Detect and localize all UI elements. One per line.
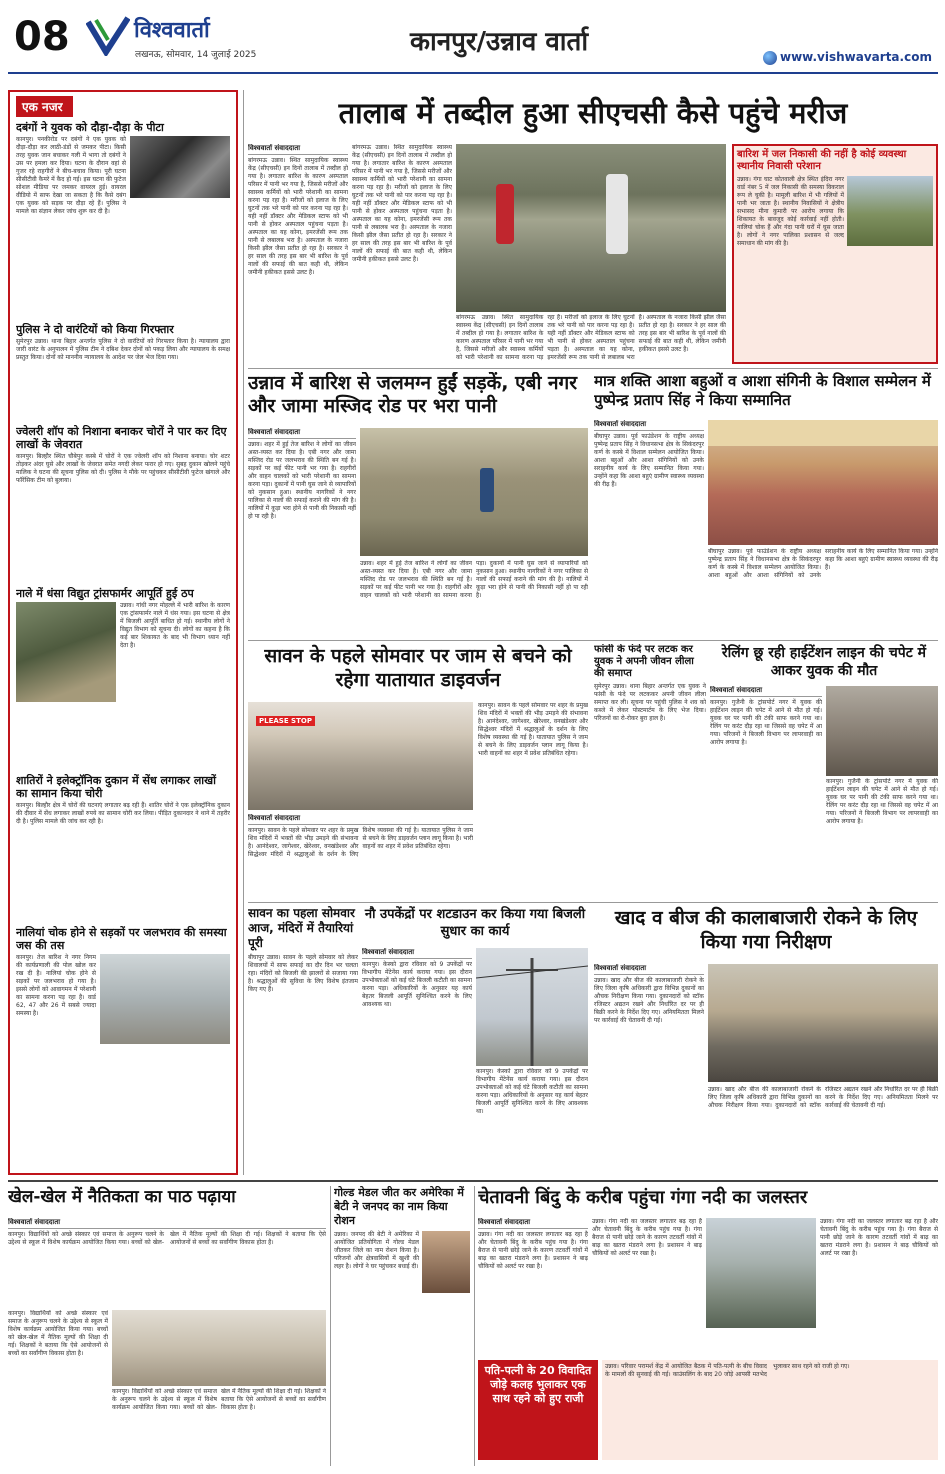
story9-photo (708, 964, 938, 1082)
left-item-3-body: कानपुर। बिल्हौर स्थित चौबेपुर कस्बे में चोरों ने एक ज्वेलरी शॉप को निशाना बनाया। चोर शटर तोड़कर अंदर घुसे और लाखों के जेवरात समेत नगदी लेकर फरार हो गए। सुबह दुकान खोलने पहुंचे मालिक ने घटना की सूचना पुलिस को दी। पुलिस ने मौके पर पहुंचकर सीसीटीवी फुटेज खंगाले और फॉरेंसिक टीम को बुलाया। (16, 453, 230, 484)
story4-photo-sign: PLEASE STOP (256, 716, 315, 726)
lead-headline: तालाब में तब्दील हुआ सीएचसी कैसे पहुंचे मरीज (338, 96, 848, 130)
story9-body-col2: उन्नाव। खाद और बीज की कालाबाजारी रोकने के लिए जिला कृषि अधिकारी द्वारा विभिन्न दुकानों का औचक निरीक्षण किया गया। दुकानदारों को स्टॉक रजिस्टर अद्यतन रखने और निर्धारित दर पर ही बिक्री करने के निर्देश दिए गए। अनियमितता मिलने पर कार्रवाई की चेतावनी दी गई। (708, 1086, 938, 1109)
left-item-1-headline: दबंगों ने युवक को दौड़ा-दौड़ा के पीटा (16, 121, 164, 134)
lead-box-body: उन्नाव। गंगा घाट कोतवाली क्षेत्र स्थित इंदिरा नगर वार्ड नंबर 5 में जल निकासी की समस्या विकराल रूप ले चुकी है। मामूली बारिश में भी गलियों में पानी भर जाता है। स्थानीय निवासियों ने क्षेत्रीय सभासद मीना कुमारी पर आरोप लगाया कि शिकायत के बावजूद कोई कार्रवाई नहीं होती। नालियां चोक हैं और गंदा पानी घरों में घुस जाता है। लोगों ने नगर पालिका प्रशासन से जल्द समाधान की मांग की है। (737, 176, 844, 247)
story12-col1 (478, 1218, 588, 1358)
story-ethics (8, 1186, 326, 1466)
story5-headline: रेलिंग छू रही हाईटेंशन लाइन की चपेट में आकर युवक की मौत (721, 645, 927, 679)
story10-photo (112, 1310, 326, 1386)
left-item-4-headline: नाले में धंसा विद्युत ट्रांसफार्मर आपूर्ति हुई ठप (16, 587, 194, 600)
story4-col-bottom (248, 814, 473, 899)
story12-col3 (820, 1218, 938, 1358)
story-traffic-diversion (248, 644, 588, 899)
story8-col1 (362, 948, 472, 1176)
story8-col2 (476, 1068, 588, 1176)
lead-box-photo (847, 176, 933, 246)
story3-headline: मात्र शक्ति आशा बहुओं व आशा संगिनी के विशाल सम्मेलन में पुष्पेन्द्र प्रताप सिंह ने किया सम्मानित (594, 372, 931, 409)
masthead-rule (8, 72, 938, 74)
rule-3 (248, 902, 938, 903)
story3-col2 (708, 548, 938, 637)
story11-photo (422, 1231, 470, 1293)
left-item-3-headline: ज्वेलरी शॉप को निशाना बनाकर चोरों ने पार कर दिए लाखों के जेवरात (16, 425, 227, 451)
left-item-5 (16, 774, 230, 924)
story12-photo (706, 1218, 816, 1328)
story2-body-col2: उन्नाव। शहर में हुई तेज बारिश ने लोगों का जीवन अस्त-व्यस्त कर दिया है। एबी नगर और जामा मस्जिद रोड पर जलभराव की स्थिति बन गई है। सड़कों पर कई फीट पानी भर गया है। राहगीरों और वाहन चालकों को भारी परेशानी का सामना करना पड़ा। दुकानों में पानी घुस जाने से व्यापारियों को नुकसान हुआ। स्थानीय नागरिकों ने नगर पालिका से नालों की सफाई कराने की मांग की है। नालियों में कूड़ा भरा होने से पानी की निकासी नहीं हो पा रही है। (360, 560, 588, 599)
story6-body: सुमेरपुर उन्नाव। थाना बिहार अन्तर्गत एक युवक ने फांसी के फंदे पर लटककर अपनी जीवन लीला समाप्त कर ली। सूचना पर पहुंची पुलिस ने शव को कब्जे में लेकर पोस्टमार्टम के लिए भेज दिया। परिजनों का रो-रोकर बुरा हाल है। (594, 683, 706, 722)
left-item-6-headline: नालियां चोक होने से सड़कों पर जलभराव की समस्या जस की तस (16, 926, 227, 952)
story8-photo (476, 948, 588, 1066)
lead-story (248, 90, 938, 365)
story4-byline: विश्ववार्ता संवाददाता (248, 814, 473, 825)
lead-photo-figure (496, 184, 514, 244)
story12-col2 (592, 1218, 702, 1358)
story10-body-top: कानपुर। विद्यार्थियों को अच्छे संस्कार एवं समाज के अनुरूप चलने के उद्देश्य से स्कूल में विशेष कार्यक्रम आयोजित किया गया। बच्चों को खेल-खेल में नैतिक मूल्यों की शिक्षा दी गई। शिक्षकों ने बताया कि ऐसे आयोजनों से बच्चों का सर्वांगीण विकास होता है। (8, 1231, 326, 1246)
story-couples-box (478, 1360, 598, 1460)
story13-body-wrap (602, 1360, 938, 1460)
story12-headline: चेतावनी बिंदु के करीब पहुंचा गंगा नदी का जलस्तर (478, 1187, 808, 1208)
masthead (0, 0, 945, 86)
story2-byline: विश्ववार्ता संवाददाता (248, 428, 356, 439)
lead-sidebar-box (732, 144, 938, 364)
left-item-2-headline: पुलिस ने दो वारंटियों को किया गिरफ्तार (16, 323, 174, 336)
rule-1 (248, 368, 938, 369)
lead-col1 (248, 144, 348, 364)
section-title: कानपुर/उन्नाव वार्ता (410, 27, 589, 57)
dateline: लखनऊ, सोमवार, 14 जुलाई 2025 (135, 50, 257, 60)
lead-photo-figure-2 (606, 174, 628, 254)
story5-byline: विश्ववार्ता संवाददाता (710, 686, 822, 697)
story3-body-col1: बीघापुर उन्नाव। पूर्व फाउंडेशन के राष्ट्रीय अध्यक्ष पुष्पेन्द्र प्रताप सिंह ने विधानसभा क्षेत्र के सिकंदरपुर कर्ण के कस्बे में विशाल सम्मेलन आयोजित किया। आशा बहुओं और आशा संगिनियों को उनके सराहनीय कार्य के लिए सम्मानित किया गया। उन्होंने कहा कि आशा बहुएं ग्रामीण स्वास्थ्य व्यवस्था की रीढ़ हैं। (594, 433, 704, 488)
story10-col1 (8, 1218, 326, 1308)
story4-body-bottom: कानपुर। सावन के पहले सोमवार पर शहर के प्रमुख शिव मंदिरों में भक्तों की भीड़ उमड़ने की संभावना है। आनंदेश्वर, जागेश्वर, खेरेश्वर, वनखंडेश्वर और सिद्धेश्वर मंदिरों में श्रद्धालुओं के दर्शन के लिए विशेष व्यवस्था की गई है। यातायात पुलिस ने जाम से बचने के लिए डाइवर्जन प्लान लागू किया है। भारी वाहनों का शहर में प्रवेश प्रतिबंधित रहेगा। (248, 827, 473, 858)
story3-photo (708, 420, 938, 545)
story5-body-col2: कानपुर। गुजैनी के ट्रांसपोर्ट नगर में युवक की हाईटेंशन लाइन की चपेट में आने से मौत हो गई। युवक घर पर पानी की टंकी साफ करने गया था। रेलिंग पर करंट दौड़ रहा था जिससे वह चपेट में आ गया। परिजनों ने बिजली विभाग पर लापरवाही का आरोप लगाया है। (826, 778, 938, 825)
left-item-4-body: उन्नाव। गांधी नगर मोहल्ले में भारी बारिश के कारण एक ट्रांसफार्मर नाले में धंस गया। इस घटना से क्षेत्र में बिजली आपूर्ति बाधित हो गई। स्थानीय लोगों ने विद्युत विभाग को सूचना दी। लोगों का कहना है कि कई बार शिकायत के बाद भी विभाग ध्यान नहीं देता है। (120, 602, 230, 649)
lead-box-headline: बारिश में जल निकासी की नहीं है कोई व्यवस्था स्थानीय निवासी परेशान (737, 149, 907, 172)
power-pole-icon (476, 948, 588, 1066)
lead-body-col1: बांगरमऊ उन्नाव। स्थित सामुदायिक स्वास्थ्य केंद्र (सीएचसी) इन दिनों तालाब में तब्दील हो गया है। लगातार बारिश के कारण अस्पताल परिसर में पानी भर गया है, जिससे मरीजों और स्वास्थ्य कर्मियों को भारी परेशानी का सामना करना पड़ रहा है। मरीजों को इलाज के लिए घुटनों तक भरे पानी को पार करना पड़ रहा है। यही नहीं डॉक्टर और मेडिकल स्टाफ को भी पानी से होकर अस्पताल पहुंचना पड़ता है। अस्पताल का यह कोना, इमरजेंसी रूम तक पानी से लबालब भरा है। अस्पताल के नजारा किसी झील जैसा प्रतीत हो रहा है। सरकार ने हर साल की तरह इस बार भी बारिश के पूर्व नालों की सफाई की बात कही थी, लेकिन जमीनी हकीकत इससे उलट है। (248, 157, 348, 276)
paper-name: विश्ववार्ता (134, 18, 210, 43)
story10-body-bottom: कानपुर। विद्यार्थियों को अच्छे संस्कार एवं समाज के अनुरूप चलने के उद्देश्य से स्कूल में विशेष कार्यक्रम आयोजित किया गया। बच्चों को खेल-खेल में नैतिक मूल्यों की शिक्षा दी गई। शिक्षकों ने बताया कि ऐसे आयोजनों से बच्चों का सर्वांगीण विकास होता है। (112, 1388, 326, 1411)
story8-headline: नौ उपकेंद्रों पर शटडाउन कर किया गया बिजली सुधार का कार्य (364, 907, 586, 939)
globe-icon (763, 51, 777, 65)
story5-col1 (710, 686, 822, 899)
rule-2 (248, 640, 938, 641)
story5-photo (826, 686, 938, 776)
story4-col-right (478, 702, 588, 899)
lead-photo (456, 144, 726, 312)
left-column (8, 90, 238, 1175)
left-item-5-headline: शातिरों ने इलेक्ट्रॉनिक दुकान में सेंध लगाकर लाखों का सामान किया चोरी (16, 774, 216, 800)
website-link[interactable]: www.vishwavarta.com (780, 50, 932, 64)
left-item-1-photo (130, 136, 230, 198)
story2-photo (360, 428, 588, 556)
story10-col3 (112, 1388, 326, 1466)
left-column-tag: एक नजर (16, 96, 73, 117)
story9-byline: विश्ववार्ता संवाददाता (594, 964, 704, 975)
story13-body: उन्नाव। परिवार परामर्श केंद्र में आयोजित बैठक में पति-पत्नी के बीच विवाद के मामलों की सुनवाई की गई। काउंसलिंग के बाद 20 जोड़े आपसी मतभेद भुलाकर साथ रहने को राजी हो गए। (605, 1363, 850, 1378)
story5-col2 (826, 778, 938, 899)
lead-body-col3: बांगरमऊ उन्नाव। स्थित सामुदायिक स्वास्थ्य केंद्र (सीएचसी) इन दिनों तालाब में तब्दील हो गया है। लगातार बारिश के कारण अस्पताल परिसर में पानी भर गया है, जिससे मरीजों और स्वास्थ्य कर्मियों को भारी परेशानी का सामना करना पड़ रहा है। मरीजों को इलाज के लिए घुटनों तक भरे पानी को पार करना पड़ रहा है। यही नहीं डॉक्टर और मेडिकल स्टाफ को भी पानी से होकर अस्पताल पहुंचना पड़ता है। अस्पताल का यह कोना, इमरजेंसी रूम तक पानी से लबालब भरा है। अस्पताल के नजारा किसी झील जैसा प्रतीत हो रहा है। सरकार ने हर साल की तरह इस बार भी बारिश के पूर्व नालों की सफाई की बात कही थी, लेकिन जमीनी हकीकत इससे उलट है। (456, 314, 726, 361)
story3-photo-banner (708, 420, 938, 446)
story-gold-medal (334, 1186, 470, 1466)
left-item-2-body: सुमेरपुर उन्नाव। थाना बिहार अन्तर्गत पुलिस ने दो वारंटियों को गिरफ्तार किया है। न्यायालय द्वारा जारी वारंट के अनुपालन में पुलिस टीम ने दबिश देकर दोनों को पकड़ लिया और न्यायालय के समक्ष प्रस्तुत किया। दोनों को माननीय न्यायालय के आदेश पर जेल भेज दिया गया। (16, 338, 230, 361)
story3-body-col2: बीघापुर उन्नाव। पूर्व फाउंडेशन के राष्ट्रीय अध्यक्ष पुष्पेन्द्र प्रताप सिंह ने विधानसभा क्षेत्र के सिकंदरपुर कर्ण के कस्बे में विशाल सम्मेलन आयोजित किया। आशा बहुओं और आशा संगिनियों को उनके सराहनीय कार्य के लिए सम्मानित किया गया। उन्होंने कहा कि आशा बहुएं ग्रामीण स्वास्थ्य व्यवस्था की रीढ़ हैं। (708, 548, 938, 579)
story-shutdown (362, 906, 588, 1176)
left-item-1 (16, 121, 230, 321)
story5-body-col1: कानपुर। गुजैनी के ट्रांसपोर्ट नगर में युवक की हाईटेंशन लाइन की चपेट में आने से मौत हो गई। युवक घर पर पानी की टंकी साफ करने गया था। रेलिंग पर करंट दौड़ रहा था जिससे वह चपेट में आ गया। परिजनों ने बिजली विभाग पर लापरवाही का आरोप लगाया है। (710, 699, 822, 746)
story4-headline: सावन के पहले सोमवार पर जाम से बचने को रहेगा यातायात डाइवर्जन (264, 645, 572, 691)
story3-byline: विश्ववार्ता संवाददाता (594, 420, 704, 431)
story10-col2 (8, 1310, 108, 1466)
page-number: 08 (14, 14, 70, 60)
left-item-1-body: कानपुर। पनकीरोड पर दबंगों ने एक युवक को दौड़ा-दौड़ा कर लाठी-डंडों से जमकर पीटा। किसी तरह युवक जान बचाकर गली में भागा तो दबंगों ने उस पर हमला कर दिया। घटना के दौरान वहां से गुजर रहे राहगीरों ने बीच-बचाव किया। पूरी घटना सीसीटीवी कैमरे में कैद हो गई। इस घटना की फुटेज सोशल मीडिया पर जमकर वायरल हुई। वायरल वीडियो में साफ देखा जा सकता है कि कैसे दबंग एक युवक को सड़क पर दौड़ा रहे हैं। पुलिस ने मामले का संज्ञान लेकर जांच शुरू कर दी है। (16, 136, 126, 215)
lead-col2 (352, 144, 452, 364)
column-rule (243, 90, 244, 1175)
story9-headline: खाद व बीज की कालाबाजारी रोकने के लिए किया गया निरीक्षण (614, 907, 918, 953)
story11-body: उन्नाव। जनपद की बेटी ने अमेरिका में आयोजित प्रतियोगिता में गोल्ड मेडल जीतकर जिले का नाम रोशन किया है। परिजनों और क्षेत्रवासियों में खुशी की लहर है। लोगों ने घर पहुंचकर बधाई दी। (334, 1231, 419, 1270)
left-item-6-photo (100, 954, 230, 1044)
story10-byline: विश्ववार्ता संवाददाता (8, 1218, 326, 1229)
story12-body-col1: उन्नाव। गंगा नदी का जलस्तर लगातार बढ़ रहा है और चेतावनी बिंदु के करीब पहुंच गया है। गंगा बैराज से पानी छोड़े जाने के कारण तटवर्ती गांवों में बाढ़ का खतरा मंडराने लगा है। प्रशासन ने बाढ़ चौकियों को अलर्ट पर रखा है। (478, 1231, 588, 1270)
left-item-6-body: कानपुर। तेज बारिश ने नगर निगम की कार्यप्रणाली की पोल खोल कर रख दी है। नालियां चोक होने से सड़कों पर जलभराव हो गया है। इससे लोगों को आवागमन में परेशानी का सामना करना पड़ रहा है। वार्ड 62, 47 और 26 में सबसे ज्यादा समस्या है। (16, 954, 96, 1017)
story-suicide (594, 644, 706, 899)
story-fertilizer (594, 906, 938, 1176)
bottom-rule-2 (474, 1186, 475, 1466)
story10-headline: खेल-खेल में नैतिकता का पाठ पढ़ाया (8, 1187, 236, 1207)
story12-body-col2: उन्नाव। गंगा नदी का जलस्तर लगातार बढ़ रहा है और चेतावनी बिंदु के करीब पहुंच गया है। गंगा बैराज से पानी छोड़े जाने के कारण तटवर्ती गांवों में बाढ़ का खतरा मंडराने लगा है। प्रशासन ने बाढ़ चौकियों को अलर्ट पर रखा है। (592, 1218, 702, 1257)
story2-body-col1: उन्नाव। शहर में हुई तेज बारिश ने लोगों का जीवन अस्त-व्यस्त कर दिया है। एबी नगर और जामा मस्जिद रोड पर जलभराव की स्थिति बन गई है। सड़कों पर कई फीट पानी भर गया है। राहगीरों और वाहन चालकों को भारी परेशानी का सामना करना पड़ा। दुकानों में पानी घुस जाने से व्यापारियों को नुकसान हुआ। स्थानीय नागरिकों ने नगर पालिका से नालों की सफाई कराने की मांग की है। नालियों में कूड़ा भरा होने से पानी की निकासी नहीं हो पा रही है। (248, 441, 356, 520)
lead-byline: विश्ववार्ता संवाददाता (248, 144, 348, 155)
bottom-rule-1 (330, 1186, 331, 1466)
story4-photo (248, 702, 473, 810)
story-sawan-monday (248, 906, 358, 1176)
logo-icon (86, 16, 130, 56)
story8-body-col1: कानपुर। केस्को द्वारा रविवार को 9 उपकेंद्रों पर विभागीय मेंटेनेंस कार्य कराया गया। इस दौरान उपभोक्ताओं को कई घंटे बिजली कटौती का सामना करना पड़ा। अधिकारियों के अनुसार यह कार्य बेहतर बिजली आपूर्ति सुनिश्चित करने के लिए आवश्यक था। (362, 961, 472, 1008)
story7-body: बीघापुर उन्नाव। सावन के पहले सोमवार को लेकर शिवालयों में साफ सफाई का दौर दिन भर चलता रहा। मंदिरों को बिजली की झालरों से सजाया गया है। श्रद्धालुओं की सुविधा के लिए विशेष इंतजाम किए गए हैं। (248, 954, 358, 993)
story3-col1 (594, 420, 704, 637)
story9-col1 (594, 964, 704, 1176)
left-item-3 (16, 425, 230, 585)
story12-body-col3: उन्नाव। गंगा नदी का जलस्तर लगातार बढ़ रहा है और चेतावनी बिंदु के करीब पहुंच गया है। गंगा बैराज से पानी छोड़े जाने के कारण तटवर्ती गांवों में बाढ़ का खतरा मंडराने लगा है। प्रशासन ने बाढ़ चौकियों को अलर्ट पर रखा है। (820, 1218, 938, 1257)
lead-col3 (456, 314, 726, 364)
story10-body-left: कानपुर। विद्यार्थियों को अच्छे संस्कार एवं समाज के अनुरूप चलने के उद्देश्य से स्कूल में विशेष कार्यक्रम आयोजित किया गया। बच्चों को खेल-खेल में नैतिक मूल्यों की शिक्षा दी गई। शिक्षकों ने बताया कि ऐसे आयोजनों से बच्चों का सर्वांगीण विकास होता है। (8, 1310, 108, 1357)
story-hightension (710, 644, 938, 899)
left-item-4 (16, 587, 230, 772)
story2-headline: उन्नाव में बारिश से जलमग्न हुईं सड़कें, एबी नगर और जामा मस्जिद रोड पर भरा पानी (248, 372, 577, 417)
story2-photo-figure (480, 468, 494, 512)
left-item-4-photo (16, 602, 116, 702)
lead-body-col2: बांगरमऊ उन्नाव। स्थित सामुदायिक स्वास्थ्य केंद्र (सीएचसी) इन दिनों तालाब में तब्दील हो गया है। लगातार बारिश के कारण अस्पताल परिसर में पानी भर गया है, जिससे मरीजों और स्वास्थ्य कर्मियों को भारी परेशानी का सामना करना पड़ रहा है। मरीजों को इलाज के लिए घुटनों तक भरे पानी को पार करना पड़ रहा है। यही नहीं डॉक्टर और मेडिकल स्टाफ को भी पानी से होकर अस्पताल पहुंचना पड़ता है। अस्पताल का यह कोना, इमरजेंसी रूम तक पानी से लबालब भरा है। अस्पताल के नजारा किसी झील जैसा प्रतीत हो रहा है। सरकार ने हर साल की तरह इस बार भी बारिश के पूर्व नालों की सफाई की बात कही थी, लेकिन जमीनी हकीकत इससे उलट है। (352, 144, 452, 263)
story6-headline: फांसी के फंदे पर लटक कर युवक ने अपनी जीवन लीला की समाप्त (594, 644, 694, 679)
rule-4 (8, 1180, 938, 1182)
story12-byline: विश्ववार्ता संवाददाता (478, 1218, 588, 1229)
story13-headline: पति-पत्नी के 20 विवादित जोड़े कलह भुलाकर एक साथ रहने को हुए राजी (484, 1364, 592, 1405)
story2-col2 (360, 560, 588, 637)
story9-col2 (708, 1086, 938, 1176)
left-item-2 (16, 323, 230, 423)
story9-body-col1: उन्नाव। खाद और बीज की कालाबाजारी रोकने के लिए जिला कृषि अधिकारी द्वारा विभिन्न दुकानों का औचक निरीक्षण किया गया। दुकानदारों को स्टॉक रजिस्टर अद्यतन रखने और निर्धारित दर पर ही बिक्री करने के निर्देश दिए गए। अनियमितता मिलने पर कार्रवाई की चेतावनी दी गई। (594, 977, 704, 1024)
left-item-6 (16, 926, 230, 1166)
story-asha (594, 372, 938, 637)
left-item-5-body: कानपुर। बिल्हौर क्षेत्र में चोरों की घटनाएं लगातार बढ़ रही हैं। शातिर चोरों ने एक इलेक्ट्रॉनिक दुकान की दीवार में सेंध लगाकर लाखों रुपये का सामान चोरी कर लिया। पीड़ित दुकानदार ने थाने में तहरीर दी है। पुलिस मामले की जांच कर रही है। (16, 802, 230, 825)
story4-body-right: कानपुर। सावन के पहले सोमवार पर शहर के प्रमुख शिव मंदिरों में भक्तों की भीड़ उमड़ने की संभावना है। आनंदेश्वर, जागेश्वर, खेरेश्वर, वनखंडेश्वर और सिद्धेश्वर मंदिरों में श्रद्धालुओं के दर्शन के लिए विशेष व्यवस्था की गई है। यातायात पुलिस ने जाम से बचने के लिए डाइवर्जन प्लान लागू किया है। भारी वाहनों का शहर में प्रवेश प्रतिबंधित रहेगा। (478, 702, 588, 757)
story8-body-col2: कानपुर। केस्को द्वारा रविवार को 9 उपकेंद्रों पर विभागीय मेंटेनेंस कार्य कराया गया। इस दौरान उपभोक्ताओं को कई घंटे बिजली कटौती का सामना करना पड़ा। अधिकारियों के अनुसार यह कार्य बेहतर बिजली आपूर्ति सुनिश्चित करने के लिए आवश्यक था। (476, 1068, 588, 1115)
story8-byline: विश्ववार्ता संवाददाता (362, 948, 472, 959)
story-waterlogging (248, 372, 588, 637)
story11-headline: गोल्ड मेडल जीत कर अमेरिका में बेटी ने जनपद का नाम किया रोशन (334, 1186, 464, 1227)
story7-headline: सावन का पहला सोमवार आज, मंदिरों में तैयारियां पूरी (248, 906, 355, 950)
story2-col1 (248, 428, 356, 637)
